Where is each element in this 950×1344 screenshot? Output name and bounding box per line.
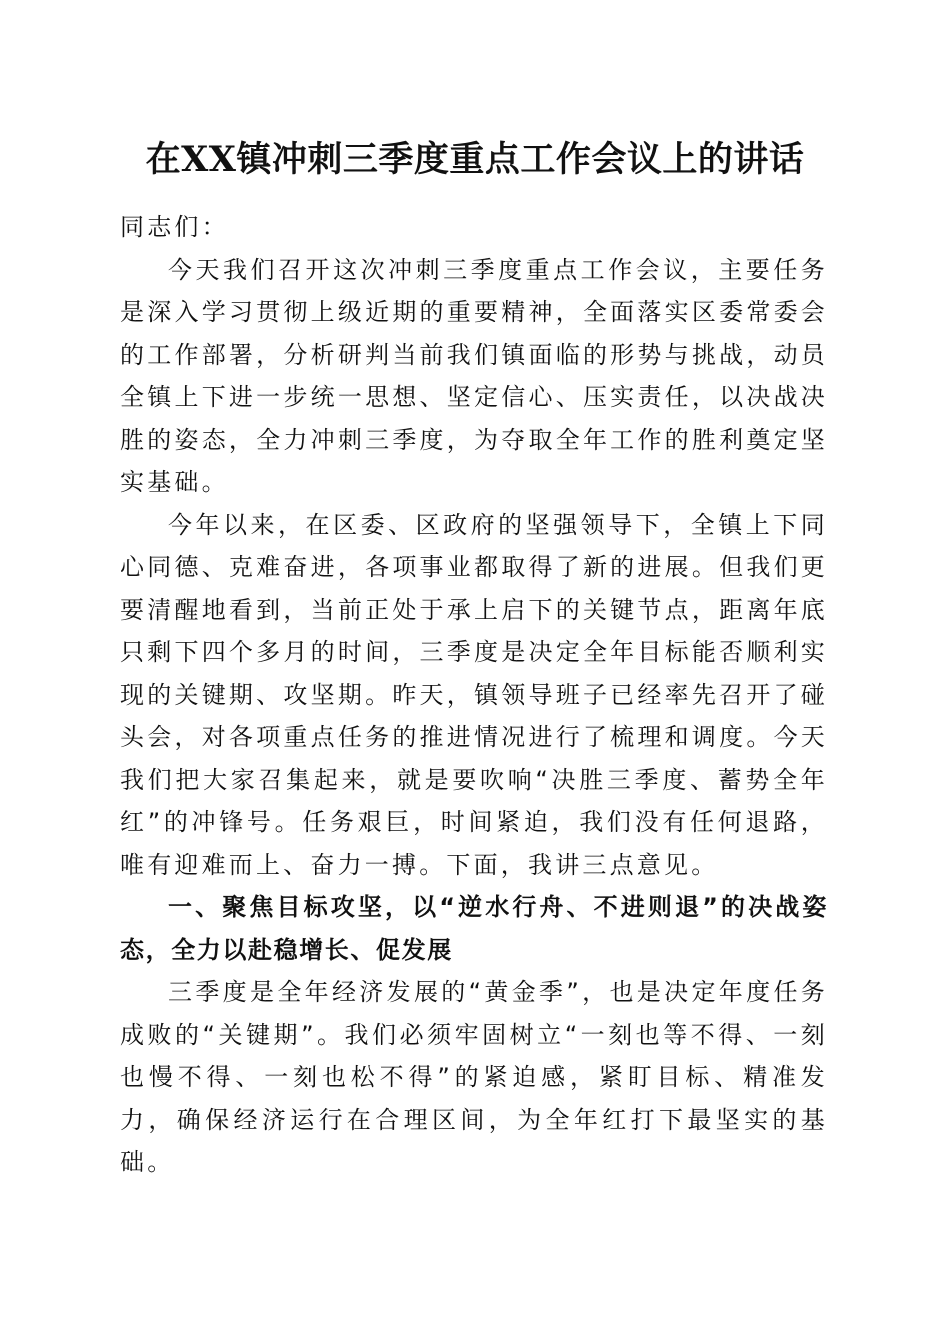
document-body [120,206,828,1184]
document-title: 在XX镇冲刺三季度重点工作会议上的讲话 [145,139,805,180]
paragraph-opening: 今天我们召开这次冲刺三季度重点工作会议，主要任务是深入学习贯彻上级近期的重要精神，全面落实区委常委会的工作部署，分析研判当前我们镇面临的形势与挑战，动员全镇上下进一步统一思想、坚定信心、压实责任，以决战决胜的姿态，全力冲刺三季度，为夺取全年工作的胜利奠定坚实基础。 [120,255,828,496]
paragraph-context: 今年以来，在区委、区政府的坚强领导下，全镇上下同心同德、克难奋进，各项事业都取得了新的进展。但我们更要清醒地看到，当前正处于承上启下的关键节点，距离年底只剩下四个多月的时间，三季度是决定全年目标能否顺利实现的关键期、攻坚期。昨天，镇领导班子已经率先召开了碰头会，对各项重点任务的推进情况进行了梳理和调度。今天我们把大家召集起来，就是要吹响“决胜三季度、蓄势全年红”的冲锋号。任务艰巨，时间紧迫，我们没有任何退路，唯有迎难而上、奋力一搏。下面，我讲三点意见。 [120,510,828,879]
section-heading-1: 一、聚焦目标攻坚，以“逆水行舟、不进则退”的决战姿态，全力以赴稳增长、促发展 [120,893,828,964]
salutation: 同志们： [120,213,229,241]
section-1-paragraph: 三季度是全年经济发展的“黄金季”，也是决定年度任务成败的“关键期”。我们必须牢固树立“一刻也等不得、一刻也慢不得、一刻也松不得”的紧迫感，紧盯目标、精准发力，确保经济运行在合理区间，为全年红打下最坚实的基础。 [120,978,828,1176]
